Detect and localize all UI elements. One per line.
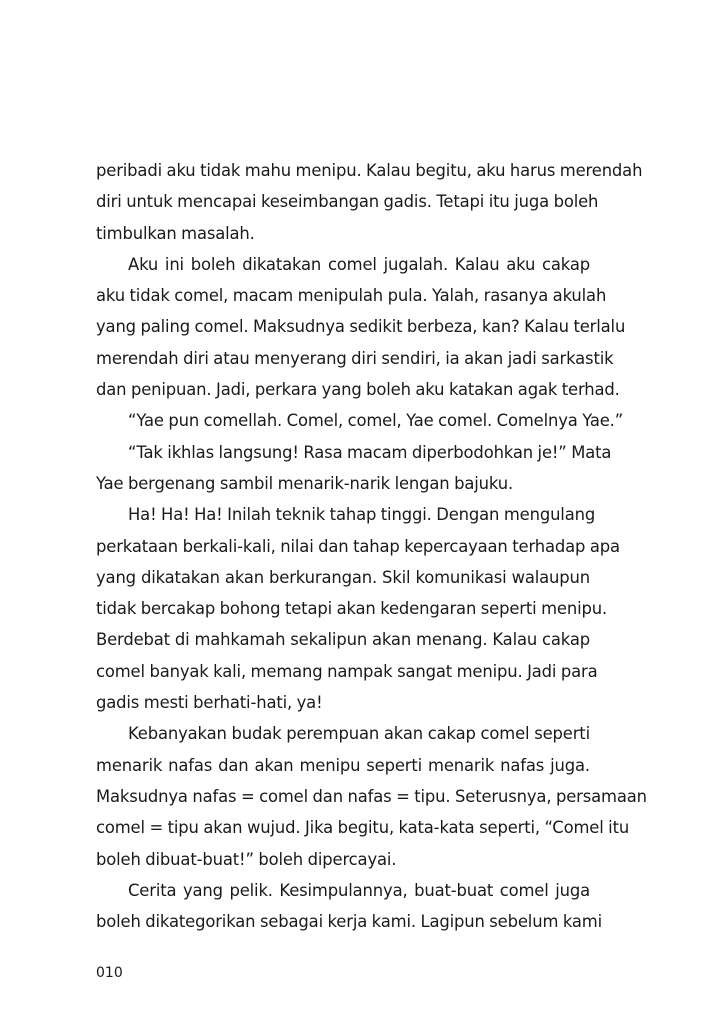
text-line: Aku ini boleh dikatakan comel jugalah. Kalau aku cakap	[128, 254, 590, 274]
text-line: diri untuk mencapai keseimbangan gadis. Tetapi itu juga boleh	[96, 192, 599, 212]
text-line: Yae bergenang sambil menarik-narik lengan bajuku.	[96, 473, 514, 493]
text-line: boleh dibuat-buat!” boleh dipercayai.	[96, 849, 397, 869]
text-line: gadis mesti berhati-hati, ya!	[96, 693, 323, 713]
text-line: Berdebat di mahkamah sekalipun akan menang. Kalau cakap	[96, 630, 590, 650]
text-line: perkataan berkali-kali, nilai dan tahap kepercayaan terhadap apa	[96, 536, 620, 556]
text-line: “Tak ikhlas langsung! Rasa macam diperbodohkan je!” Mata	[128, 442, 612, 462]
text-line: peribadi aku tidak mahu menipu. Kalau begitu, aku harus merendah	[96, 161, 643, 180]
text-line: merendah diri atau menyerang diri sendiri, ia akan jadi sarkastik	[96, 348, 614, 368]
text-line: “Yae pun comellah. Comel, comel, Yae comel. Comelnya Yae.”	[128, 411, 624, 431]
page-number: 010	[96, 965, 123, 981]
text-line: Kebanyakan budak perempuan akan cakap comel seperti	[128, 724, 590, 744]
text-line: aku tidak comel, macam menipulah pula. Yalah, rasanya akulah	[96, 286, 607, 306]
text-line: timbulkan masalah.	[96, 223, 255, 243]
text-line: yang dikatakan akan berkurangan. Skil komunikasi walaupun	[96, 567, 590, 587]
text-line: boleh dikategorikan sebagai kerja kami. Lagipun sebelum kami	[96, 912, 602, 932]
text-line: Cerita yang pelik. Kesimpulannya, buat-buat comel juga	[128, 880, 590, 900]
text-line: Maksudnya nafas = comel dan nafas = tipu. Seterusnya, persamaan	[96, 786, 647, 806]
text-line: menarik nafas dan akan menipu seperti menarik nafas juga.	[96, 755, 590, 775]
text-line: Ha! Ha! Ha! Inilah teknik tahap tinggi. Dengan mengulang	[128, 505, 596, 525]
text-line: comel = tipu akan wujud. Jika begitu, kata-kata seperti, “Comel itu	[96, 818, 630, 838]
text-line: tidak bercakap bohong tetapi akan kedengaran seperti menipu.	[96, 599, 608, 619]
text-line: comel banyak kali, memang nampak sangat menipu. Jadi para	[96, 661, 598, 681]
body-text	[96, 155, 647, 937]
text-line: dan penipuan. Jadi, perkara yang boleh aku katakan agak terhad.	[96, 380, 620, 400]
text-line: yang paling comel. Maksudnya sedikit berbeza, kan? Kalau terlalu	[96, 317, 626, 337]
